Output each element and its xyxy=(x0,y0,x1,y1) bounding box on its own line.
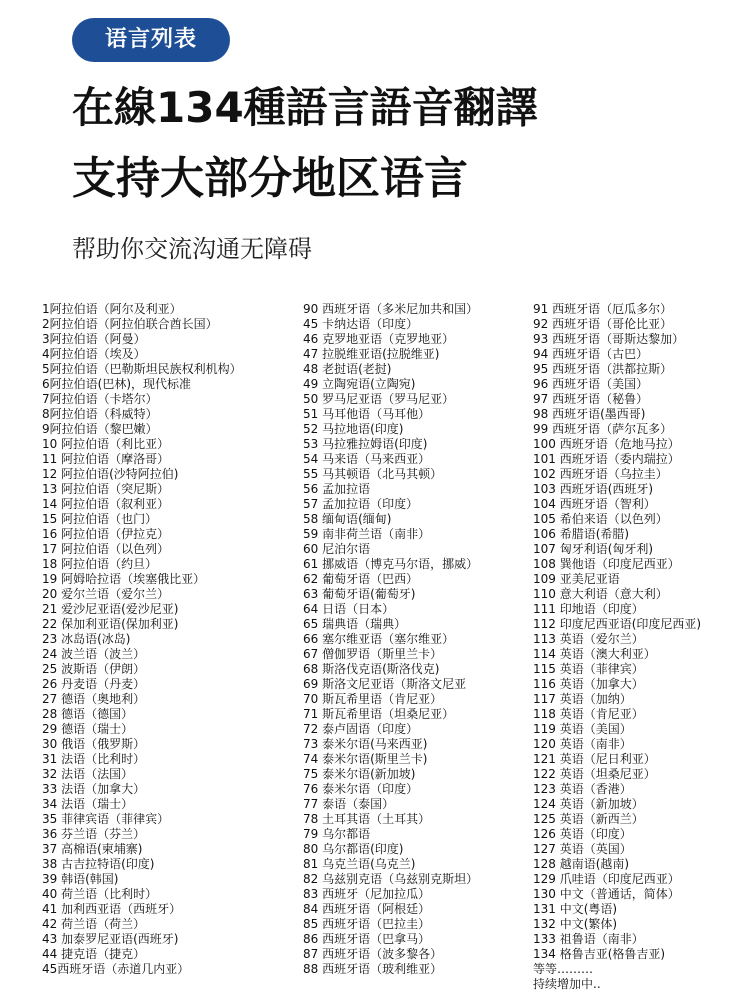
language-list-item: 69 斯洛文尼亚语（斯洛文尼亚 xyxy=(303,677,467,691)
language-list-item: 129 爪哇语（印度尼西亚） xyxy=(533,872,680,886)
language-list-column-2 xyxy=(303,302,478,977)
language-list-item: 35 菲律宾语（菲律宾） xyxy=(42,812,170,826)
language-list-item: 11 阿拉伯语（摩洛哥） xyxy=(42,452,170,466)
language-list-item: 128 越南语(越南) xyxy=(533,857,630,871)
language-list-item: 120 英语（南非） xyxy=(533,737,632,751)
language-list-item: 29 德语（瑞士） xyxy=(42,722,134,736)
language-list-item: 45 卡纳达语（印度） xyxy=(303,317,419,331)
language-list-item: 117 英语（加纳） xyxy=(533,692,632,706)
language-list-item: 40 荷兰语（比利时） xyxy=(42,887,158,901)
language-list-item: 23 冰岛语(冰岛) xyxy=(42,632,131,646)
language-list-item: 115 英语（菲律宾） xyxy=(533,662,644,676)
language-list-item: 83 西班牙（尼加拉瓜） xyxy=(303,887,431,901)
language-list-item: 90 西班牙语（多米尼加共和国） xyxy=(303,302,479,316)
language-list-column-1 xyxy=(42,302,242,977)
language-list-item: 9阿拉伯语（黎巴嫩） xyxy=(42,422,158,436)
language-list-item: 16 阿拉伯语（伊拉克） xyxy=(42,527,170,541)
language-list-item: 105 希伯来语（以色列） xyxy=(533,512,668,526)
language-list-item: 58 缅甸语(缅甸) xyxy=(303,512,392,526)
section-badge: 语言列表 xyxy=(72,18,230,62)
language-list-item: 133 祖鲁语（南非） xyxy=(533,932,644,946)
language-list-item: 110 意大利语（意大利） xyxy=(533,587,668,601)
language-list-item: 49 立陶宛语(立陶宛) xyxy=(303,377,416,391)
language-list-item: 70 斯瓦希里语（肯尼亚） xyxy=(303,692,443,706)
language-list-item: 51 马耳他语（马耳他） xyxy=(303,407,431,421)
language-list-item: 56 孟加拉语 xyxy=(303,482,371,496)
language-list-item: 86 西班牙语（巴拿马） xyxy=(303,932,431,946)
language-list-item: 74 泰米尔语(斯里兰卡) xyxy=(303,752,428,766)
language-list-item: 22 保加利亚语(保加利亚) xyxy=(42,617,179,631)
language-list-item: 17 阿拉伯语（以色列） xyxy=(42,542,170,556)
language-list-item: 109 亚美尼亚语 xyxy=(533,572,620,586)
language-list-item: 24 波兰语（波兰） xyxy=(42,647,146,661)
language-list-item: 85 西班牙语（巴拉圭） xyxy=(303,917,431,931)
language-list-item: 41 加利西亚语（西班牙） xyxy=(42,902,182,916)
headline-subtitle: 支持大部分地区语言 xyxy=(72,153,468,204)
language-list-item: 71 斯瓦希里语（坦桑尼亚） xyxy=(303,707,455,721)
language-list-item: 19 阿姆哈拉语（埃塞俄比亚） xyxy=(42,572,206,586)
language-list-item: 45西班牙语（赤道几内亚） xyxy=(42,962,190,976)
language-list-item: 114 英语（澳大利亚） xyxy=(533,647,656,661)
language-list-item: 124 英语（新加坡） xyxy=(533,797,644,811)
language-list-item: 78 土耳其语（土耳其） xyxy=(303,812,431,826)
language-list-item: 106 希腊语(希腊) xyxy=(533,527,630,541)
language-list-item: 36 芬兰语（芬兰） xyxy=(42,827,146,841)
language-list-item: 39 韩语(韩国) xyxy=(42,872,119,886)
tagline: 帮助你交流沟通无障碍 xyxy=(72,235,312,263)
language-list-item: 103 西班牙语(西班牙) xyxy=(533,482,654,496)
language-list-item: 27 德语（奥地利） xyxy=(42,692,146,706)
language-list-item: 118 英语（肯尼亚） xyxy=(533,707,644,721)
language-list-item: 7阿拉伯语（卡塔尔） xyxy=(42,392,158,406)
language-list-item: 48 老挝语(老挝) xyxy=(303,362,392,376)
language-list-item: 2阿拉伯语（阿拉伯联合酋长国） xyxy=(42,317,218,331)
language-list-item: 131 中文(粤语) xyxy=(533,902,618,916)
language-list-item: 31 法语（比利时） xyxy=(42,752,146,766)
language-list-item: 107 匈牙利语(匈牙利) xyxy=(533,542,654,556)
language-list-item: 100 西班牙语（危地马拉） xyxy=(533,437,680,451)
language-list-item: 52 马拉地语(印度) xyxy=(303,422,404,436)
language-list-item: 5阿拉伯语（巴勒斯坦民族权利机构） xyxy=(42,362,242,376)
language-list-item: 79 乌尔都语 xyxy=(303,827,371,841)
language-list-item: 112 印度尼西亚语(印度尼西亚) xyxy=(533,617,702,631)
language-list-item: 32 法语（法国） xyxy=(42,767,134,781)
language-list-item: 75 泰米尔语(新加坡) xyxy=(303,767,416,781)
language-list-item: 84 西班牙语（阿根廷） xyxy=(303,902,431,916)
language-list-item: 92 西班牙语（哥伦比亚） xyxy=(533,317,673,331)
language-list-item: 108 巽他语（印度尼西亚） xyxy=(533,557,680,571)
language-list-item: 126 英语（印度） xyxy=(533,827,632,841)
language-list-item: 73 泰米尔语(马来西亚) xyxy=(303,737,428,751)
language-list-item: 12 阿拉伯语(沙特阿拉伯) xyxy=(42,467,179,481)
language-list-item: 101 西班牙语（委内瑞拉） xyxy=(533,452,680,466)
language-list-item: 94 西班牙语（古巴） xyxy=(533,347,649,361)
language-list-item: 65 瑞典语（瑞典） xyxy=(303,617,407,631)
language-list-item: 43 加泰罗尼亚语(西班牙) xyxy=(42,932,179,946)
language-list-item: 123 英语（香港） xyxy=(533,782,632,796)
language-list-item: 15 阿拉伯语（也门） xyxy=(42,512,158,526)
language-list-item: 13 阿拉伯语（突尼斯） xyxy=(42,482,170,496)
language-list-item: 102 西班牙语（乌拉圭） xyxy=(533,467,668,481)
language-list-item: 125 英语（新西兰） xyxy=(533,812,644,826)
language-list-item: 14 阿拉伯语（叙利亚） xyxy=(42,497,170,511)
language-list-item: 54 马来语（马来西亚） xyxy=(303,452,431,466)
language-list-item: 53 马拉雅拉姆语(印度) xyxy=(303,437,428,451)
language-list-item: 67 僧伽罗语（斯里兰卡） xyxy=(303,647,443,661)
language-list-item: 30 俄语（俄罗斯） xyxy=(42,737,146,751)
language-list-item: 60 尼泊尔语 xyxy=(303,542,371,556)
language-list-item: 130 中文（普通话，简体） xyxy=(533,887,680,901)
language-list-item: 72 泰卢固语（印度） xyxy=(303,722,419,736)
language-list-item: 119 英语（美国） xyxy=(533,722,632,736)
language-list-item: 持续增加中.. xyxy=(533,977,601,991)
language-list-item: 62 葡萄牙语（巴西） xyxy=(303,572,419,586)
language-list-item: 80 乌尔都语(印度) xyxy=(303,842,404,856)
language-list-item: 50 罗马尼亚语（罗马尼亚） xyxy=(303,392,455,406)
language-list-item: 77 泰语（泰国） xyxy=(303,797,395,811)
language-list-item: 10 阿拉伯语（利比亚） xyxy=(42,437,170,451)
language-list-item: 81 乌克兰语(乌克兰) xyxy=(303,857,416,871)
language-list-item: 21 爱沙尼亚语(爱沙尼亚) xyxy=(42,602,179,616)
language-list-item: 3阿拉伯语（阿曼） xyxy=(42,332,146,346)
language-list-item: 95 西班牙语（洪都拉斯） xyxy=(533,362,673,376)
language-list-item: 68 斯洛伐克语(斯洛伐克) xyxy=(303,662,440,676)
language-list-item: 6阿拉伯语(巴林)，现代标准 xyxy=(42,377,191,391)
language-list-item: 66 塞尔维亚语（塞尔维亚） xyxy=(303,632,455,646)
language-list-item: 8阿拉伯语（科威特） xyxy=(42,407,158,421)
language-list-item: 等等……… xyxy=(533,962,594,976)
language-list-item: 46 克罗地亚语（克罗地亚） xyxy=(303,332,455,346)
language-list-item: 42 荷兰语（荷兰） xyxy=(42,917,146,931)
language-list-column-3 xyxy=(533,302,701,992)
language-list-item: 33 法语（加拿大） xyxy=(42,782,146,796)
language-list-item: 104 西班牙语（智利） xyxy=(533,497,656,511)
language-list-item: 132 中文(繁体) xyxy=(533,917,618,931)
language-list-item: 47 拉脱维亚语(拉脱维亚) xyxy=(303,347,440,361)
language-list-item: 38 古吉拉特语(印度) xyxy=(42,857,155,871)
language-list-item: 20 爱尔兰语（爱尔兰） xyxy=(42,587,170,601)
language-list-item: 4阿拉伯语（埃及） xyxy=(42,347,146,361)
language-list-item: 82 乌兹别克语（乌兹别克斯坦） xyxy=(303,872,479,886)
language-list-item: 98 西班牙语(墨西哥) xyxy=(533,407,646,421)
language-list-item: 76 泰米尔语（印度） xyxy=(303,782,419,796)
language-list-item: 88 西班牙语（玻利维亚） xyxy=(303,962,443,976)
language-list-item: 127 英语（英国） xyxy=(533,842,632,856)
language-list-item: 1阿拉伯语（阿尔及利亚） xyxy=(42,302,182,316)
headline-title: 在線134種語言語音翻譯 xyxy=(72,83,538,132)
language-list-item: 87 西班牙语（波多黎各） xyxy=(303,947,443,961)
language-list-item: 116 英语（加拿大） xyxy=(533,677,644,691)
language-list-item: 37 高棉语(柬埔寨) xyxy=(42,842,143,856)
language-list-item: 91 西班牙语（厄瓜多尔） xyxy=(533,302,673,316)
language-list-item: 44 捷克语（捷克） xyxy=(42,947,146,961)
language-list-item: 96 西班牙语（美国） xyxy=(533,377,649,391)
language-list-item: 57 孟加拉语（印度） xyxy=(303,497,419,511)
language-list-item: 93 西班牙语（哥斯达黎加） xyxy=(533,332,685,346)
language-list-item: 26 丹麦语（丹麦） xyxy=(42,677,146,691)
language-list-item: 64 日语（日本） xyxy=(303,602,395,616)
language-list-item: 134 格鲁吉亚(格鲁吉亚) xyxy=(533,947,666,961)
language-list-item: 25 波斯语（伊朗） xyxy=(42,662,146,676)
language-list-item: 55 马其顿语（北马其顿） xyxy=(303,467,443,481)
language-list-item: 18 阿拉伯语（约旦） xyxy=(42,557,158,571)
language-list-item: 99 西班牙语（萨尔瓦多） xyxy=(533,422,673,436)
language-list-item: 122 英语（坦桑尼亚） xyxy=(533,767,656,781)
language-list-item: 63 葡萄牙语(葡萄牙) xyxy=(303,587,416,601)
language-list-item: 121 英语（尼日利亚） xyxy=(533,752,656,766)
language-list-item: 61 挪威语（博克马尔语，挪威） xyxy=(303,557,479,571)
language-list-item: 34 法语（瑞士） xyxy=(42,797,134,811)
language-list-item: 97 西班牙语（秘鲁） xyxy=(533,392,649,406)
language-list-item: 113 英语（爱尔兰） xyxy=(533,632,644,646)
language-list-item: 111 印地语（印度） xyxy=(533,602,644,616)
language-list-item: 59 南非荷兰语（南非） xyxy=(303,527,431,541)
language-list-item: 28 德语（德国） xyxy=(42,707,134,721)
